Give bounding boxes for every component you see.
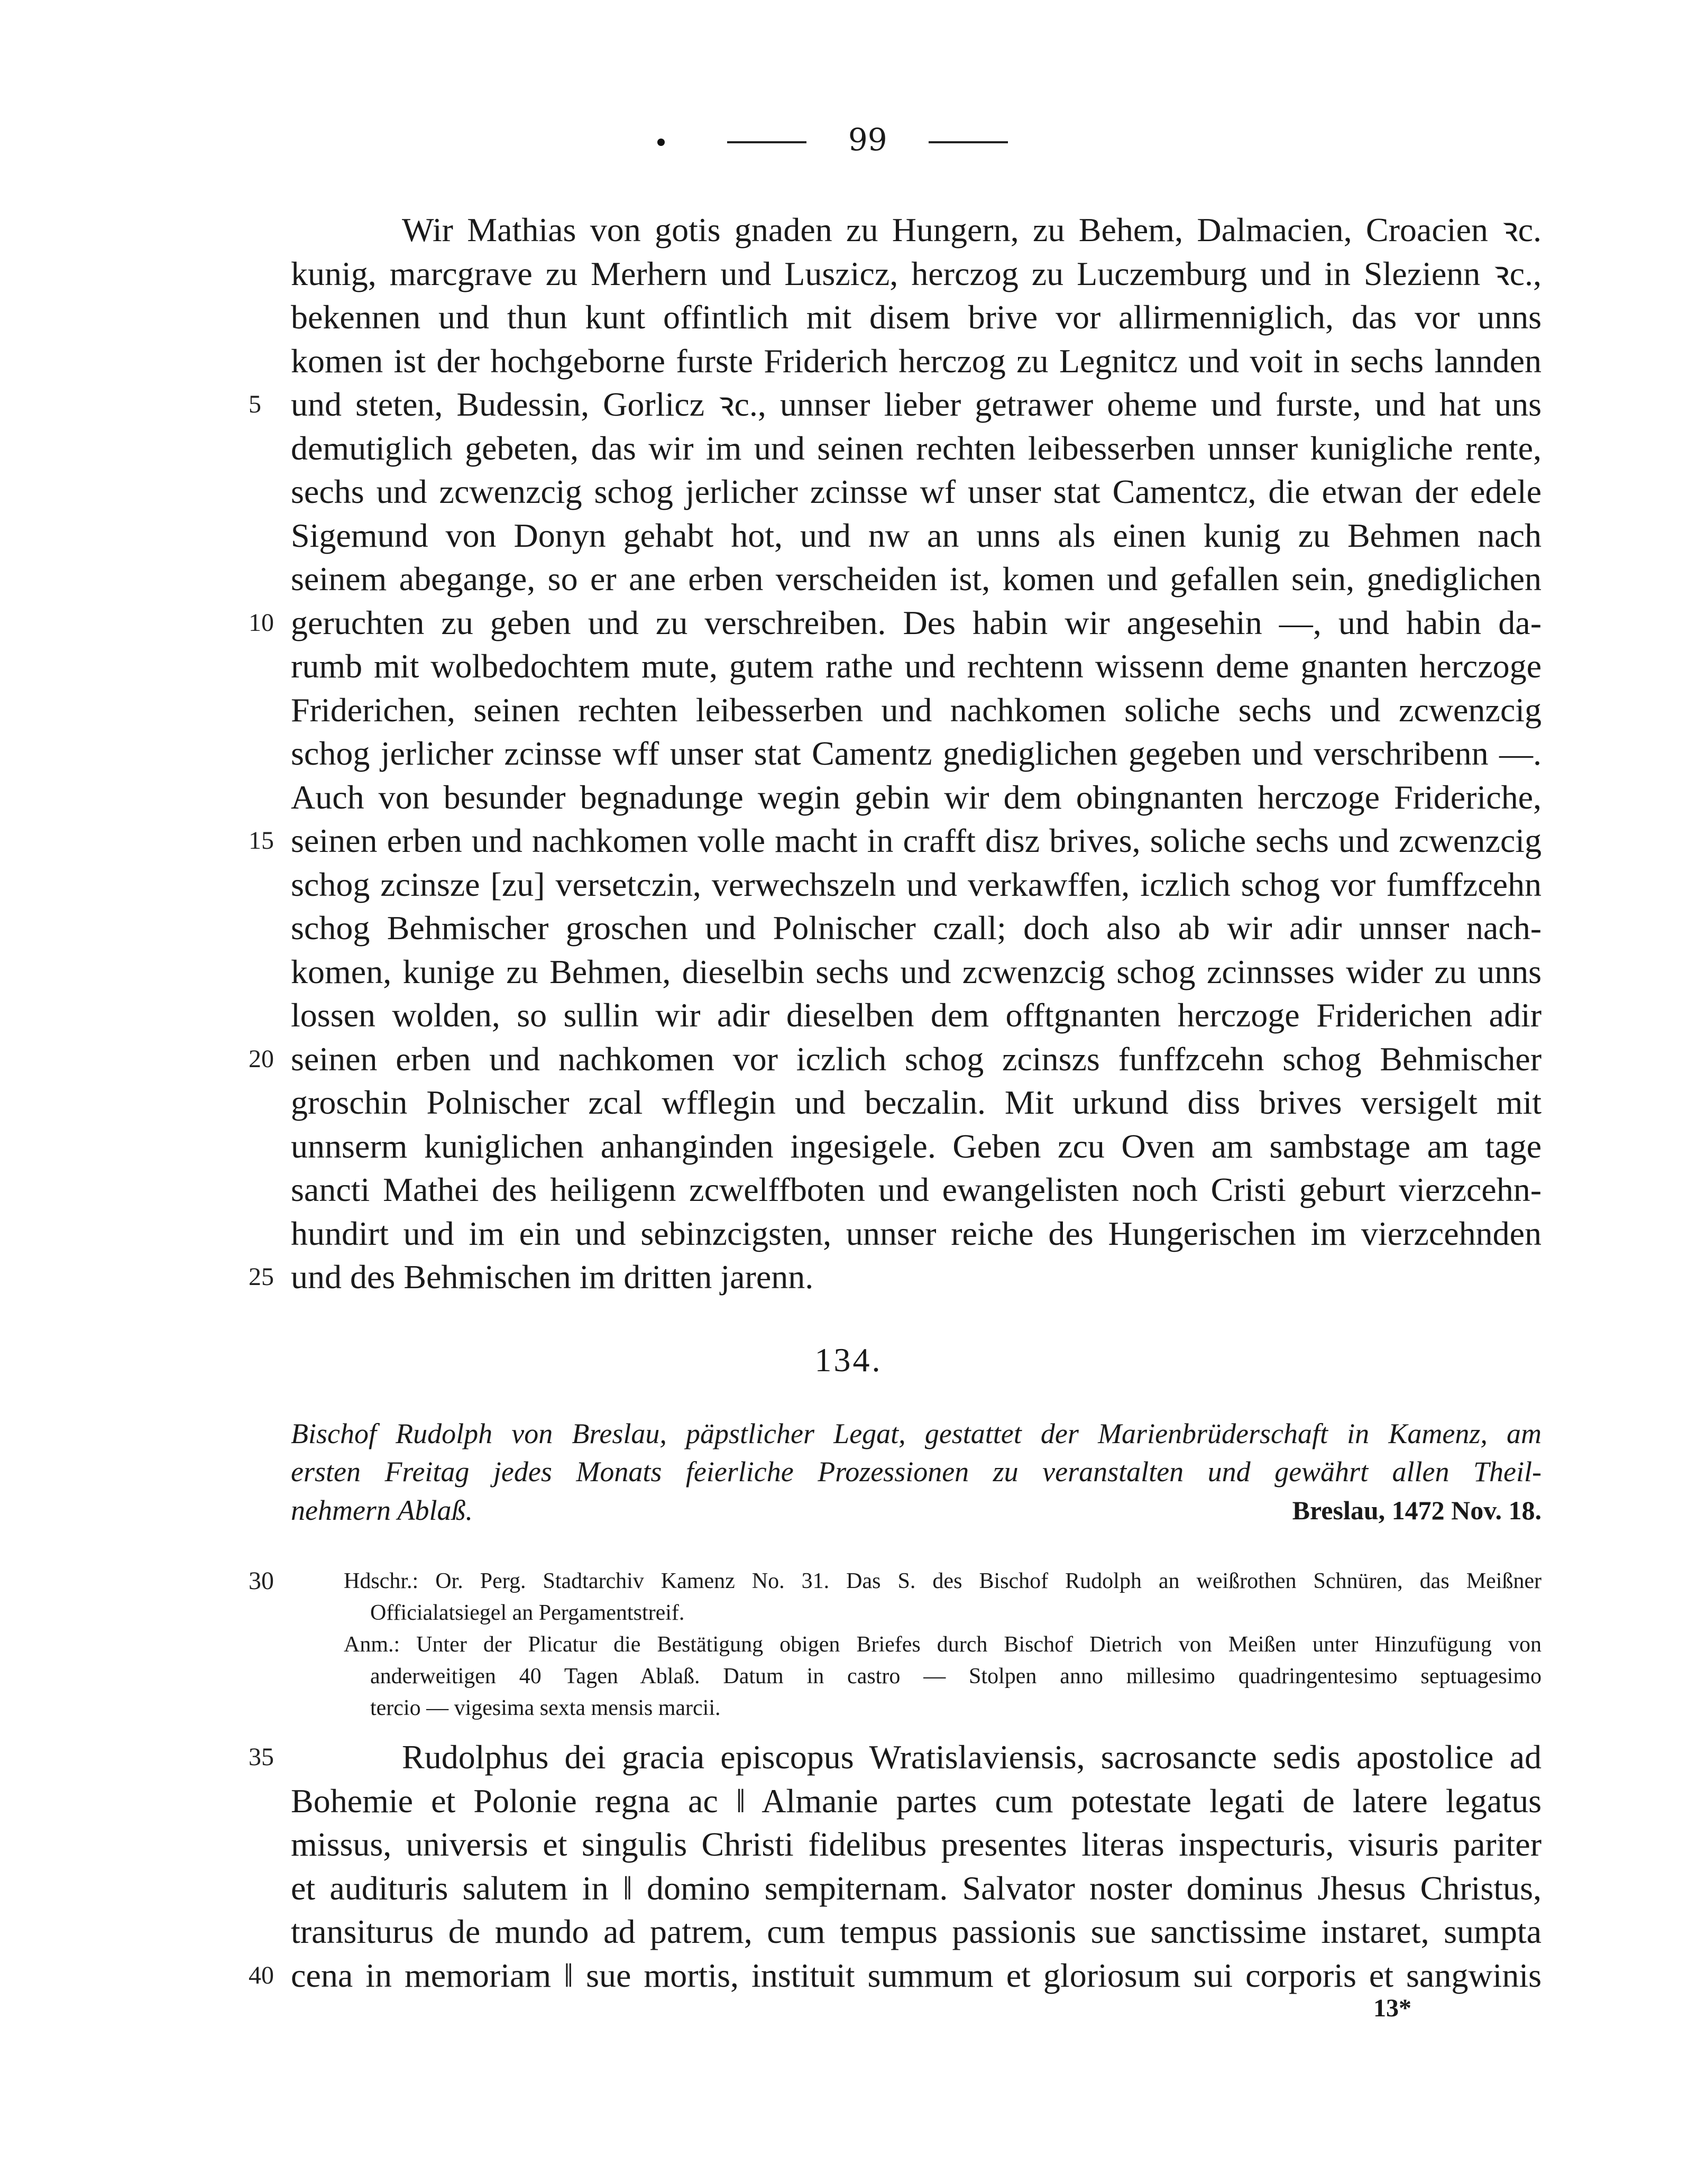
text-line: groschin Polnischer zcal wfflegin und beczalin. Mit urkund diss brives versigelt mit [291,1084,1542,1121]
text-line: seinem abegange, so er ane erben verscheiden ist, komen und gefallen sein, gnediglichen [291,560,1542,598]
text-line: kunig, marcgrave zu Merhern und Luszicz, herczog zu Luczemburg und in Slezienn ꝛc., [291,254,1542,292]
text-line: Friderichen, seinen rechten leibesserben und nachkomen soliche sechs und zcwenzcig [291,691,1542,729]
regest-line: Bischof Rudolph von Breslau, päpstlicher Legat, gestattet der Marienbrüderschaft in Kamenz, am [291,1418,1542,1449]
text-line: missus, universis et singulis Christi fidelibus presentes literas inspecturis, visuris pariter [291,1825,1542,1863]
regest-line: nehmern Ablaß. [291,1494,473,1526]
text-line: Auch von besunder begnadunge wegin gebin wir dem obingnanten herczoge Friderichе, [291,778,1542,816]
page-header [0,122,1697,158]
text-line: seinen erben und nachkomen vor iczlich schog zcinszs funffzcehn schog Behmischer [291,1040,1542,1078]
text-line: bekennen und thun kunt offintlich mit disem brive vor allirmenniglich, das vor unns [291,298,1542,336]
line-number: 35 [249,1743,274,1771]
text-line: lossen wolden, so sullin wir adir dieselben dem offtgnanten herczoge Friderichen adir [291,996,1542,1034]
text-line: Bohemie et Polonie regna ac ‖ Almanie partes cum potestate legati de latere legatus [291,1782,1542,1820]
sheet-signature: 13* [1373,1994,1411,2022]
source-note: Hdschr.: Or. Perg. Stadtarchiv Kamenz No. 31. Das S. des Bischof Rudolph an weißrothen Schnüren, das Meißner [344,1569,1542,1593]
text-line: Rudolphus dei gracia episcopus Wratislaviensis, sacrosancte sedis apostolice ad [402,1738,1542,1776]
text-line: schog zcinsze [zu] versetczin, verwechszeln und verkawffen, iczlich schog vor fumffzcehn [291,865,1542,903]
text-line: rumb mit wolbedochtem mute, gutem rathe und rechtenn wissenn deme gnanten herczoge [291,647,1542,685]
document-date: Breslau, 1472 Nov. 18. [1292,1495,1542,1525]
text-line: unnserm kuniglichen anhanginden ingesigele. Geben zcu Oven am sambstage am tage [291,1127,1542,1165]
line-number: 5 [249,390,261,418]
text-line: Wir Mathias von gotis gnaden zu Hungern, zu Behem, Dalmacien, Croacien ꝛc. [402,211,1542,249]
text-line: komen, kunige zu Behmen, dieselbin sechs und zcwenzcig schog zcinnsses wider zu unns [291,952,1542,990]
source-note: Officialatsiegel an Pergamentstreif. [370,1601,685,1625]
line-number: 30 [249,1567,274,1595]
text-line: geruchten zu geben und zu verschreiben. Des habin wir angesehin —, und habin da- [291,603,1542,641]
text-line: seinen erben und nachkomen volle macht in crafft disz brives, soliche sechs und zcwenzcig [291,822,1542,859]
header-dash-left [727,141,806,143]
regest-line: ersten Freitag jedes Monats feierliche Prozessionen zu veranstalten und gewährt allen Theil- [291,1456,1542,1488]
line-number: 15 [249,827,274,855]
header-dash-right [929,141,1008,143]
line-number: 20 [249,1044,274,1073]
line-number: 10 [249,608,274,637]
bullet-mark [657,139,665,146]
line-number: 25 [249,1263,274,1291]
text-line: sechs und zcwenzcig schog jerlicher zcinsse wf unser stat Camentcz, die etwan der edele [291,473,1542,510]
text-line: transiturus de mundo ad patrem, cum tempus passionis sue sanctissime instaret, sumpta [291,1913,1542,1950]
text-line: et audituris salutem in ‖ domino sempiternam. Salvator noster dominus Jhesus Christus, [291,1869,1542,1907]
annotation-note: anderweitigen 40 Tagen Ablaß. Datum in castro — Stolpen anno millesimo quadringentesimo septuagesimo [370,1664,1542,1689]
text-line: hundirt und im ein und sebinzcigsten, unnser reiche des Hungerischen im vierzcehnden [291,1214,1542,1252]
annotation-note: tercio — vigesima sexta mensis marcii. [370,1696,721,1720]
text-line: komen ist der hochgeborne furste Friderich herczog zu Legnitcz und voit in sechs lannden [291,342,1542,380]
text-line: schog jerlicher zcinsse wff unser stat Camentz gnediglichen gegeben und verschribenn —. [291,735,1542,772]
page-number: 99 [848,122,887,158]
text-line: Sigemund von Donyn gehabt hot, und nw an unns als einen kunig zu Behmen nach [291,516,1542,554]
line-number: 40 [249,1961,274,1989]
text-line: schog Behmischer groschen und Polnischer czall; doch also ab wir adir unnser nach- [291,909,1542,947]
text-line: demutiglich gebeten, das wir im und seinen rechten leibesserben unnser kunigliche rente, [291,429,1542,467]
text-line: cena in memoriam ‖ sue mortis, instituit summum et gloriosum sui corporis et sangwinis [291,1956,1542,1994]
text-line: sancti Mathei des heiligenn zcwelffboten und ewangelisten noch Cristi geburt vierzcehn- [291,1171,1542,1208]
text-line: und des Behmischen im dritten jarenn. [291,1258,814,1296]
document-number: 134. [814,1341,883,1379]
annotation-note: Anm.: Unter der Plicatur die Bestätigung obigen Briefes durch Bischof Dietrich von Meißen unter Hinzufügung von [344,1632,1542,1657]
text-line: und steten, Budessin, Gorlicz ꝛc., unnser lieber getrawer oheme und furste, und hat uns [291,386,1542,423]
